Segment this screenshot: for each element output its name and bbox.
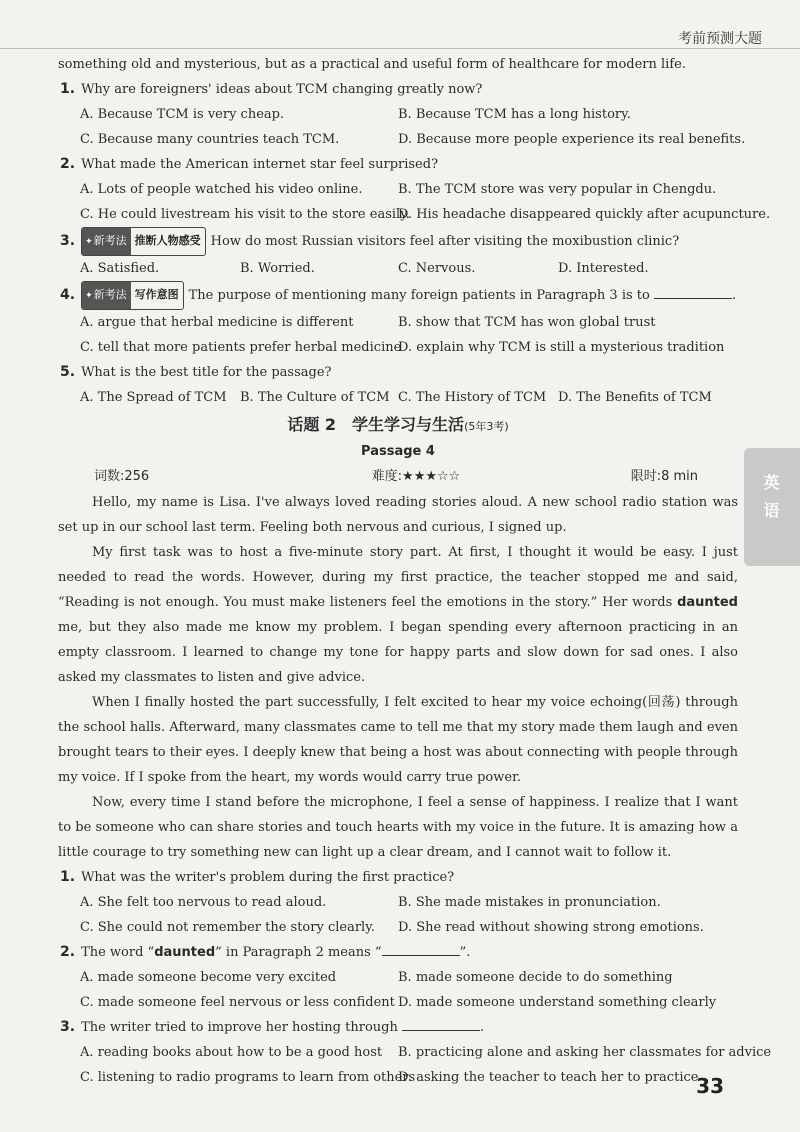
- passage-paragraph-1: Hello, my name is Lisa. I've always loved reading stories aloud. A new school radio station was set up in our school last term. Feeling both nervous and curious, I signed up.: [58, 495, 738, 535]
- option-d: D. made someone understand something clearly: [398, 995, 717, 1010]
- option-b: B. Because TCM has a long history.: [398, 107, 631, 122]
- badge-text: 推断人物感受: [134, 234, 201, 247]
- time-limit: 限时:8 min: [630, 469, 698, 484]
- word-count: 词数:256: [94, 469, 150, 484]
- option-c: C. The History of TCM: [398, 390, 547, 405]
- option-a: A. Lots of people watched his video online.: [80, 182, 363, 197]
- p3-question-4: 4. ✦新考法 写作意图 The purpose of mentioning many foreign patients in Paragraph 3 is to . A. argue that herbal medicine is different B. show that TCM has won global trust C. tell that more patients prefer herbal medicine D. explain why TCM is still a mysterious tradition: [58, 281, 738, 360]
- option-a: A. argue that herbal medicine is different: [80, 315, 354, 330]
- question-text: What made the American internet star feel surprised?: [81, 157, 439, 172]
- p3-question-5: [58, 360, 738, 410]
- badge-text: 写作意图: [134, 288, 179, 301]
- intro-line: something old and mysterious, but as a practical and useful form of healthcare for modern life.: [58, 57, 686, 72]
- answer-blank: [654, 284, 732, 299]
- p4-question-1: [58, 865, 738, 940]
- lightbulb-icon: ✦: [85, 237, 93, 247]
- option-c: C. He could livestream his visit to the store easily.: [80, 207, 410, 222]
- question-type-badge: [81, 281, 184, 310]
- passage-paragraph-2: My first task was to host a five-minute story part. At first, I thought it would be easy. I just needed to read the words. However, during my first practice, the teacher stopped me and said, “Reading is not enough. You must make listeners feel the emotions in the story.” Her words daunted me, but they also made me know my problem. I began spending every afternoon practicing in an empty classroom. I learned to change my tone for happy parts and slow down for sad ones. I also asked my classmates to listen and give advice.: [58, 545, 738, 685]
- option-d: D. asking the teacher to teach her to practice: [398, 1070, 699, 1085]
- side-tab-label: 英语: [761, 474, 780, 530]
- option-b: B. made someone decide to do something: [398, 970, 673, 985]
- question-number: 2.: [60, 944, 76, 960]
- option-a: A. Satisfied.: [80, 261, 160, 276]
- question-keyword: daunted: [154, 945, 216, 960]
- question-number: 3.: [60, 1019, 76, 1035]
- option-b: B. The TCM store was very popular in Chengdu.: [398, 182, 717, 197]
- passage-paragraph-3: When I finally hosted the part successfully, I felt excited to hear my voice echoing(回荡) through the school halls. Afterward, many classmates came to tell me that my story made them laugh and even brought tears to their eyes. I deeply knew that being a host was about connecting with people through my voice. If I spoke from the heart, my words would carry true power.: [58, 695, 738, 785]
- topic-heading: [58, 412, 738, 440]
- option-d: D. explain why TCM is still a mysterious tradition: [398, 340, 725, 355]
- option-a: A. Because TCM is very cheap.: [80, 107, 285, 122]
- badge-tag-label: 新考法: [93, 288, 127, 301]
- option-d: D. Interested.: [558, 261, 649, 276]
- question-number: 4.: [60, 287, 76, 303]
- option-d: D. She read without showing strong emotions.: [398, 920, 704, 935]
- option-c: C. made someone feel nervous or less confident: [80, 995, 395, 1010]
- passage-title: Passage 4: [361, 444, 435, 459]
- p3-question-3: [58, 227, 738, 281]
- option-d: D. Because more people experience its real benefits.: [398, 132, 746, 147]
- passage-meta: [58, 464, 738, 490]
- option-c: C. Nervous.: [398, 261, 476, 276]
- header-divider: [0, 48, 800, 49]
- question-text-after: ” in Paragraph 2 means “: [215, 945, 382, 960]
- option-b: B. show that TCM has won global trust: [398, 315, 656, 330]
- topic-note: (5年3考): [464, 420, 509, 433]
- passage-keyword: daunted: [677, 595, 738, 610]
- subject-side-tab: [744, 448, 800, 566]
- passage-paragraph-4: Now, every time I stand before the microphone, I feel a sense of happiness. I realize that I want to be someone who can share stories and touch hearts with my voice in the future. It is amazing how a little courage to try something new can light up a clear dream, and I cannot wait to follow it.: [58, 795, 738, 860]
- question-number: 3.: [60, 233, 76, 249]
- option-a: A. The Spread of TCM: [80, 390, 227, 405]
- option-c: C. tell that more patients prefer herbal medicine: [80, 340, 402, 355]
- p4-question-2: 2. The word “daunted” in Paragraph 2 means “ ”. A. made someone become very excited B. made someone decide to do something C. made someone feel nervous or less confident D. made someone understand something clearly: [58, 940, 738, 1015]
- question-number: 1.: [60, 81, 76, 97]
- option-d: D. His headache disappeared quickly after acupuncture.: [398, 207, 771, 222]
- question-text: The purpose of mentioning many foreign patients in Paragraph 3 is to: [188, 288, 650, 303]
- header-title: 考前预测大题: [678, 31, 762, 47]
- option-a: A. She felt too nervous to read aloud.: [80, 895, 327, 910]
- question-number: 1.: [60, 869, 76, 885]
- option-c: C. listening to radio programs to learn from others: [80, 1070, 416, 1085]
- p3-question-1: [58, 77, 746, 152]
- option-a: A. made someone become very excited: [80, 970, 337, 985]
- lightbulb-icon: ✦: [85, 291, 93, 301]
- difficulty-rating: 难度:★★★☆☆: [371, 469, 461, 484]
- option-a: A. reading books about how to be a good host: [80, 1045, 383, 1060]
- question-number: 2.: [60, 156, 76, 172]
- answer-blank: [402, 1016, 480, 1031]
- p3-question-2: [58, 152, 771, 227]
- option-b: B. She made mistakes in pronunciation.: [398, 895, 661, 910]
- page-number: 33: [696, 1074, 724, 1098]
- question-text: What was the writer's problem during the first practice?: [81, 870, 455, 885]
- question-number: 5.: [60, 364, 76, 380]
- badge-tag-label: 新考法: [93, 234, 127, 247]
- p4-question-3: 3. The writer tried to improve her hosting through . A. reading books about how to be a good host B. practicing alone and asking her classmates for advice C. listening to radio programs to learn from others D. asking the teacher to teach her to practice: [58, 1015, 738, 1090]
- answer-blank: [382, 941, 460, 956]
- question-text: How do most Russian visitors feel after visiting the moxibustion clinic?: [210, 234, 680, 249]
- question-type-badge: [81, 227, 206, 256]
- option-d: D. The Benefits of TCM: [558, 390, 712, 405]
- option-c: C. She could not remember the story clearly.: [80, 920, 375, 935]
- option-c: C. Because many countries teach TCM.: [80, 132, 340, 147]
- question-text: Why are foreigners' ideas about TCM changing greatly now?: [81, 82, 483, 97]
- topic-title: 话题 2 学生学习与生活: [287, 415, 465, 434]
- option-b: B. Worried.: [240, 261, 315, 276]
- question-text: The writer tried to improve her hosting through: [81, 1020, 398, 1035]
- question-text-before: The word “: [81, 945, 155, 960]
- option-b: B. The Culture of TCM: [240, 390, 390, 405]
- option-b: B. practicing alone and asking her classmates for advice: [398, 1045, 772, 1060]
- question-text: What is the best title for the passage?: [81, 365, 332, 380]
